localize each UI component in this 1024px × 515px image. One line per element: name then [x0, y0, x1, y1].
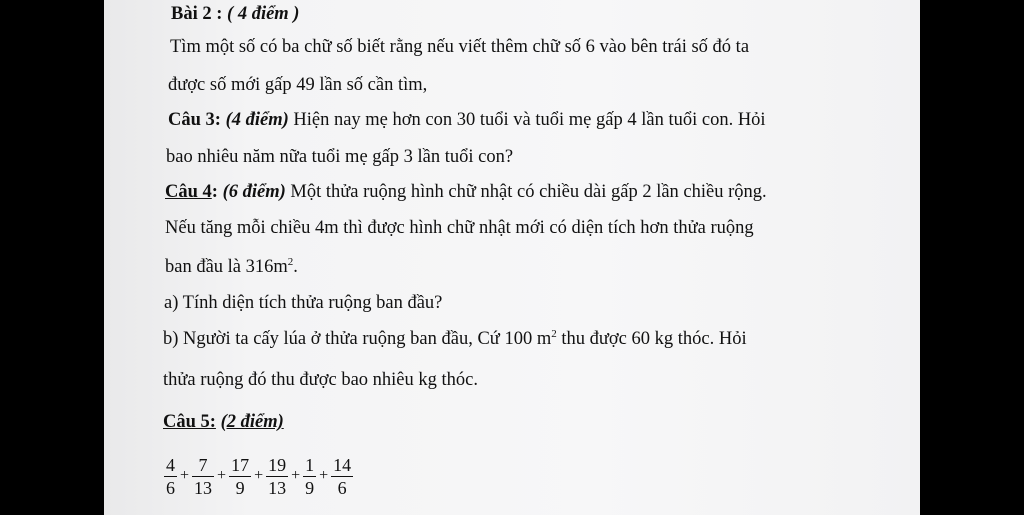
cau5-points: (2 điểm)	[220, 412, 284, 432]
fraction-numerator: 17	[231, 454, 250, 475]
bai2-heading	[171, 4, 299, 25]
fraction-numerator: 4	[166, 454, 175, 475]
fraction	[164, 454, 177, 499]
cau4-line-3-exponent: 2	[287, 255, 294, 268]
cau4-line-2: Nếu tăng mỗi chiều 4m thì được hình chữ nhật mới có diện tích hơn thửa ruộng	[165, 218, 754, 238]
bai2-colon: :	[211, 4, 228, 24]
fraction-denominator: 13	[194, 477, 213, 498]
fraction	[266, 454, 288, 499]
cau4-line-3	[165, 257, 298, 278]
fraction-numerator: 1	[305, 454, 315, 475]
bai2-line-1: Tìm một số có ba chữ số biết rằng nếu viết thêm chữ số 6 vào bên trái số đó ta	[170, 37, 750, 57]
fraction	[229, 454, 251, 499]
fraction-denominator: 9	[305, 477, 315, 498]
cau5-title: Câu 5:	[163, 412, 216, 432]
fraction	[331, 454, 353, 499]
bai2-line-2: được số mới gấp 49 lần số cần tìm,	[168, 75, 428, 95]
bai2-points: ( 4 điểm )	[227, 4, 300, 24]
cau4-part-b-rest: thu được 60 kg thóc. Hỏi	[556, 329, 747, 349]
fraction	[192, 454, 214, 499]
cau4-part-b-exponent: 2	[551, 327, 557, 340]
plus-sign: +	[180, 467, 190, 484]
fraction-numerator: 14	[333, 454, 352, 475]
cau5-heading	[163, 412, 284, 433]
cau3-line-2: bao nhiêu năm nữa tuổi mẹ gấp 3 lần tuổi con?	[166, 147, 514, 167]
fraction-numerator: 7	[198, 454, 208, 475]
cau3-title: Câu 3:	[168, 110, 221, 130]
cau4-part-a: a) Tính diện tích thửa ruộng ban đầu?	[164, 293, 443, 313]
cau3-line-1	[168, 110, 766, 131]
cau4-part-b-text: b) Người ta cấy lúa ở thửa ruộng ban đầu, Cứ 100 m	[163, 329, 552, 349]
cau4-line-3-period: .	[293, 257, 298, 277]
fraction-denominator: 6	[337, 477, 347, 498]
cau4-title: Câu 4	[165, 182, 212, 202]
cau3-text: Hiện nay mẹ hơn con 30 tuổi và tuổi mẹ gấp 4 lần tuổi con. Hỏi	[288, 110, 766, 130]
plus-sign: +	[319, 467, 329, 484]
cau4-points: (6 điểm)	[222, 182, 286, 202]
plus-sign: +	[217, 467, 227, 484]
cau4-part-b-line-1	[163, 329, 747, 350]
cau4-text: Một thửa ruộng hình chữ nhật có chiều dài gấp 2 lần chiều rộng.	[285, 182, 767, 202]
bleed-through-text	[770, 80, 890, 220]
cau3-points: (4 điểm)	[225, 110, 289, 130]
fraction-expression	[163, 448, 354, 504]
cau4-colon: :	[211, 182, 218, 202]
bai2-title: Bài 2	[171, 4, 212, 24]
fraction-denominator: 13	[268, 477, 287, 498]
plus-sign: +	[254, 467, 264, 484]
plus-sign: +	[291, 467, 301, 484]
fraction	[303, 454, 316, 499]
fraction-numerator: 19	[268, 454, 287, 475]
cau4-line-1	[165, 182, 767, 203]
fraction-denominator: 6	[166, 477, 175, 498]
cau4-line-3-text: ban đầu là 316m	[165, 257, 288, 277]
cau4-part-b-line-2: thửa ruộng đó thu được bao nhiêu kg thóc.	[163, 370, 478, 390]
fraction-denominator: 9	[235, 477, 245, 498]
